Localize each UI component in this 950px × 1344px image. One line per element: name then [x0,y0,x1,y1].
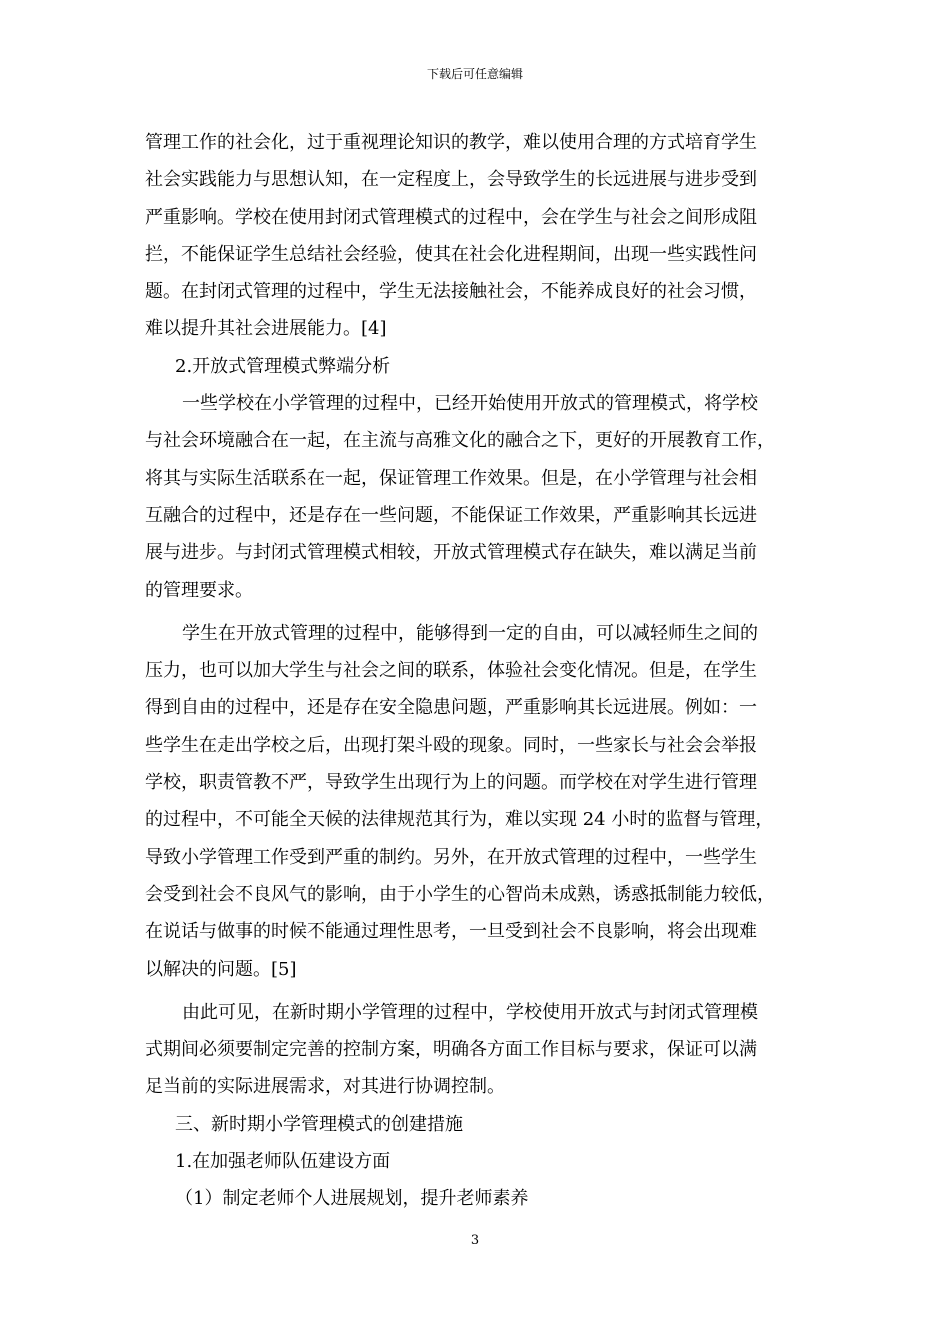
text-line: 式期间必须要制定完善的控制方案，明确各方面工作目标与要求，保证可以满 [145,1039,757,1061]
text-line: 足当前的实际进展需求，对其进行协调控制。 [145,1076,505,1098]
text-line: 由此可见，在新时期小学管理的过程中，学校使用开放式与封闭式管理模 [182,1001,758,1023]
paragraph [145,124,807,348]
heading-line: 三、新时期小学管理模式的创建措施 [175,1113,463,1135]
text-line: 展与进步。与封闭式管理模式相较，开放式管理模式存在缺失，难以满足当前 [145,542,757,564]
text-line: 管理工作的社会化，过于重视理论知识的教学，难以使用合理的方式培育学生 [145,132,757,153]
heading-line: 2.开放式管理模式弊端分析 [175,355,391,377]
text-line: 与社会环境融合在一起，在主流与高雅文化的融合之下，更好的开展教育工作， [145,430,775,452]
text-line: 社会实践能力与思想认知，在一定程度上，会导致学生的长远进展与进步受到 [145,169,757,191]
text-line: 严重影响。学校在使用封闭式管理模式的过程中，会在学生与社会之间形成阻 [145,206,757,228]
text-line: 学生在开放式管理的过程中，能够得到一定的自由，可以减轻师生之间的 [182,622,758,644]
section-heading [145,1106,807,1143]
paragraph [145,385,807,609]
text-line: 拦，不能保证学生总结社会经验，使其在社会化进程期间，出现一些实践性问 [145,243,757,265]
text-line: 题。在封闭式管理的过程中，学生无法接触社会，不能养成良好的社会习惯， [145,281,757,303]
text-line: 学校，职责管教不严，导致学生出现行为上的问题。而学校在对学生进行管理 [145,772,757,794]
text-line: 压力，也可以加大学生与社会之间的联系，体验社会变化情况。但是，在学生 [145,660,757,682]
text-line: 在说话与做事的时候不能通过理性思考，一旦受到社会不良影响，将会出现难 [145,921,757,943]
section-subheading [145,1143,807,1180]
section-sub-subheading [145,1180,807,1217]
text-line: 的管理要求。 [145,579,253,601]
page-number: 3 [470,1233,480,1248]
page-header: 下载后可任意编辑 [426,67,523,81]
paragraph [145,994,807,1106]
text-line: 导致小学管理工作受到严重的制约。另外，在开放式管理的过程中，一些学生 [145,846,757,868]
text-line: 会受到社会不良风气的影响，由于小学生的心智尚未成熟，诱惑抵制能力较低， [145,883,775,905]
text-line: 的过程中，不可能全天候的法律规范其行为，难以实现 24 小时的监督与管理， [145,809,774,831]
text-line: 一些学校在小学管理的过程中，已经开始使用开放式的管理模式，将学校 [182,393,758,415]
text-line: 以解决的问题。[5] [145,958,297,980]
section-subheading [145,348,807,385]
text-line: 难以提升其社会进展能力。[4] [145,318,387,340]
heading-line: （1）制定老师个人进展规划，提升老师素养 [175,1188,529,1210]
document-body [145,124,807,1218]
text-line: 互融合的过程中，还是存在一些问题，不能保证工作效果，严重影响其长远进 [145,504,757,526]
text-line: 得到自由的过程中，还是存在安全隐患问题，严重影响其长远进展。例如：一 [145,697,757,719]
heading-line: 1.在加强老师队伍建设方面 [175,1151,391,1173]
text-line: 些学生在走出学校之后，出现打架斗殴的现象。同时，一些家长与社会会举报 [145,734,757,756]
text-line: 将其与实际生活联系在一起，保证管理工作效果。但是，在小学管理与社会相 [145,467,757,489]
paragraph [145,615,807,988]
